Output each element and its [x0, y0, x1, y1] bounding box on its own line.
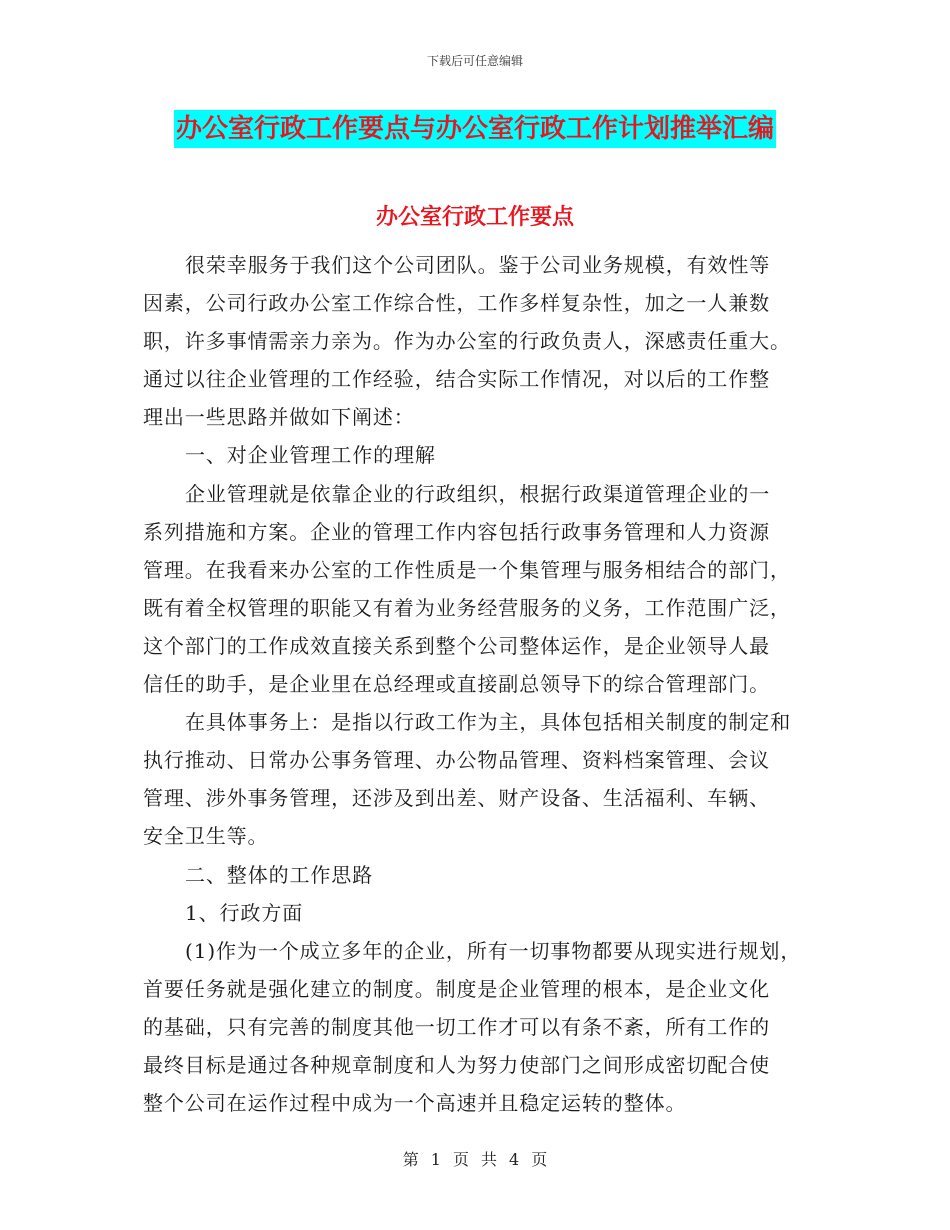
paragraph-line: 信任的助手，是企业里在总经理或直接副总领导下的综合管理部门。: [143, 672, 770, 697]
paragraph-line: 企业管理就是依靠企业的行政组织，根据行政渠道管理企业的一: [185, 481, 771, 506]
body-text: [143, 246, 833, 1122]
section-title: 办公室行政工作要点: [375, 205, 574, 230]
paragraph-line: 职，许多事情需亲力亲为。作为办公室的行政负责人，深感责任重大。: [143, 329, 791, 354]
footer-prefix: 第: [402, 1150, 419, 1169]
page-header-note: 下载后可任意编辑: [426, 54, 523, 68]
paragraph-line: 的基础，只有完善的制度其他一切工作才可以有条不紊，所有工作的: [143, 1014, 770, 1039]
footer-total-pages: 4: [509, 1150, 520, 1169]
heading-line: 二、整体的工作思路: [185, 862, 374, 887]
footer-page-number: 1: [430, 1150, 441, 1169]
page-footer: [0, 1147, 950, 1170]
heading-line: 一、对企业管理工作的理解: [185, 443, 436, 468]
paragraph-line: 管理、涉外事务管理，还涉及到出差、财产设备、生活福利、车辆、: [143, 786, 770, 811]
paragraph-line: 既有着全权管理的职能又有着为业务经营服务的义务，工作范围广泛，: [143, 595, 791, 620]
footer-total-prefix: 共: [481, 1150, 498, 1169]
paragraph-line: 理出一些思路并做如下阐述：: [143, 405, 415, 430]
paragraph-line: 因素，公司行政办公室工作综合性，工作多样复杂性，加之一人兼数: [143, 291, 770, 316]
paragraph-line: 这个部门的工作成效直接关系到整个公司整体运作，是企业领导人最: [143, 633, 770, 658]
document-title-container: [0, 110, 950, 148]
paragraph-line: 首要任务就是强化建立的制度。制度是企业管理的根本，是企业文化: [143, 976, 770, 1001]
paragraph-line: 最终目标是通过各种规章制度和人为努力使部门之间形成密切配合使: [143, 1052, 770, 1077]
heading-line: 1、行政方面: [185, 900, 304, 925]
paragraph-line: 管理。在我看来办公室的工作性质是一个集管理与服务相结合的部门，: [143, 557, 791, 582]
paragraph-line: 在具体事务上：是指以行政工作为主，具体包括相关制度的制定和: [185, 710, 792, 735]
paragraph-line: 执行推动、日常办公事务管理、办公物品管理、资料档案管理、会议: [143, 748, 770, 773]
paragraph-line: 通过以往企业管理的工作经验，结合实际工作情况，对以后的工作整: [143, 367, 770, 392]
footer-suffix: 页: [531, 1150, 548, 1169]
paragraph-line: 整个公司在运作过程中成为一个高速并且稳定运转的整体。: [143, 1091, 687, 1116]
paragraph-line: 很荣幸服务于我们这个公司团队。鉴于公司业务规模，有效性等: [185, 253, 771, 277]
document-title: 办公室行政工作要点与办公室行政工作计划推举汇编: [174, 110, 776, 148]
paragraph-line: (1)作为一个成立多年的企业，所有一切事物都要从现实进行规划，: [185, 938, 802, 963]
footer-mid: 页: [452, 1150, 469, 1169]
paragraph-line: 系列措施和方案。企业的管理工作内容包括行政事务管理和人力资源: [143, 519, 770, 544]
paragraph-line: 安全卫生等。: [143, 824, 269, 849]
